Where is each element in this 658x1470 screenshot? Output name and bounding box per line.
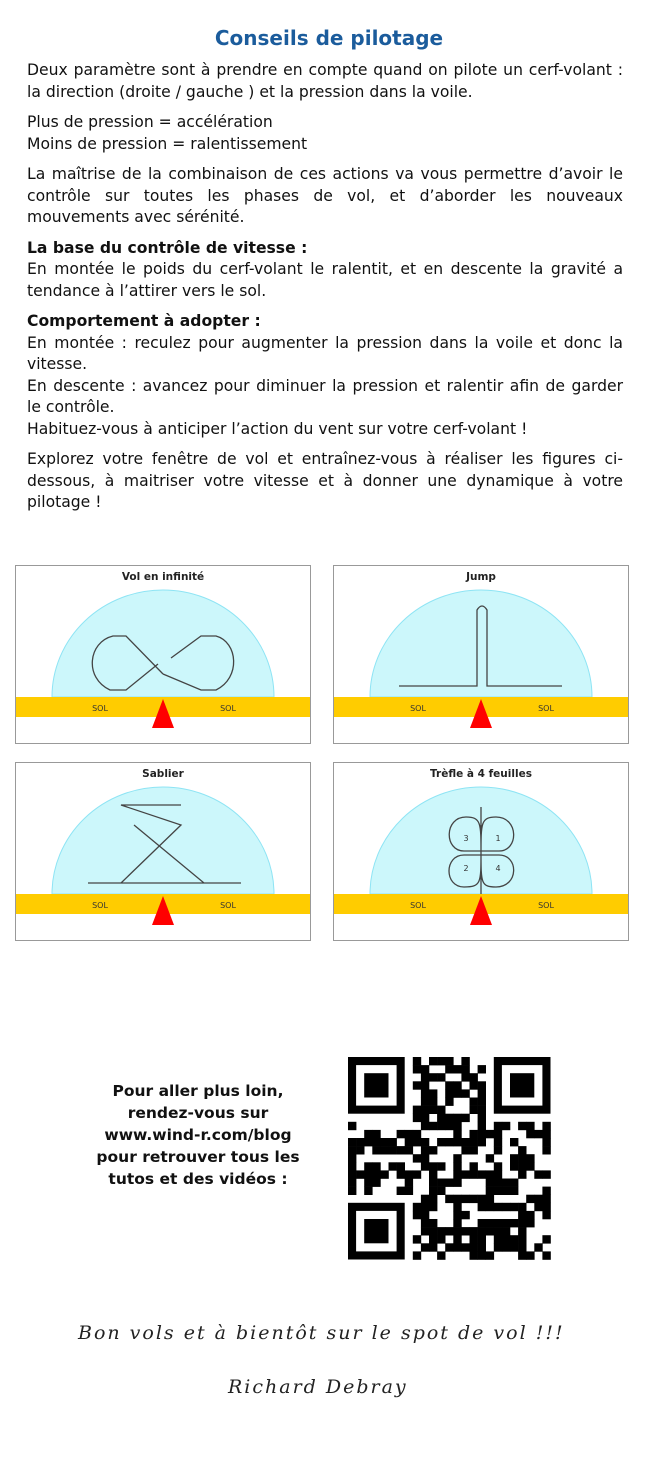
heading: La base du contrôle de vitesse : — [27, 238, 308, 257]
more-line: tutos et des vidéos : — [108, 1170, 288, 1188]
line: Habituez-vous à anticiper l’action du vent sur votre cerf-volant ! — [27, 419, 528, 438]
paragraph — [27, 238, 623, 303]
paragraph — [27, 311, 623, 440]
paragraph — [27, 112, 623, 155]
figure-hourglass — [15, 762, 311, 941]
more-line: rendez-vous sur — [127, 1104, 269, 1122]
line: En montée : reculez pour augmenter la pression dans la voile et donc la vitesse. — [27, 333, 623, 373]
flight-window-dome — [52, 787, 274, 894]
signoff: Bon vols et à bientôt sur le spot de vol !!! — [78, 1322, 565, 1344]
line: Plus de pression = accélération — [27, 113, 273, 131]
paragraph: Deux paramètre sont à prendre en compte quand on pilote un cerf-volant : la direction (droite / gauche ) et la pression dans la voile. — [27, 61, 623, 101]
figure-jump — [333, 565, 629, 744]
page-title: Conseils de pilotage — [214, 26, 444, 50]
heading: Comportement à adopter : — [27, 312, 261, 330]
leaf-number: 4 — [495, 864, 501, 873]
author-signature: Richard Debray — [228, 1376, 408, 1398]
ground-label-left: SOL — [410, 704, 426, 713]
qr-code[interactable] — [348, 1057, 551, 1260]
ground-label-right: SOL — [220, 901, 236, 910]
figure-title: Vol en infinité — [121, 571, 205, 583]
ground-label-left: SOL — [92, 901, 108, 910]
line: Moins de pression = ralentissement — [27, 134, 308, 153]
line: En montée le poids du cerf-volant le ralentit, et en descente la gravité a tendance à l’attirer vers le sol. — [27, 260, 623, 300]
paragraph: La maîtrise de la combinaison de ces actions va vous permettre d’avoir le contrôle sur toutes les phases de vol, et d’aborder les nouveaux mouvements avec sérénité. — [27, 165, 623, 226]
more-info — [88, 1080, 308, 1190]
ground-label-right: SOL — [538, 704, 554, 713]
ground-label-right: SOL — [220, 704, 236, 713]
leaf-number: 3 — [463, 834, 469, 843]
leaf-number: 1 — [495, 834, 501, 843]
figure-clover — [333, 762, 629, 941]
line: En descente : avancez pour diminuer la pression et ralentir afin de garder le contrôle. — [27, 376, 623, 416]
more-line: Pour aller plus loin, — [112, 1082, 284, 1100]
paragraph: Explorez votre fenêtre de vol et entraînez-vous à réaliser les figures ci-dessous, à maitriser votre vitesse et à donner une dynamique à votre pilotage ! — [27, 450, 623, 511]
figure-title: Jump — [466, 571, 496, 583]
figure-title: Sablier — [142, 768, 184, 780]
figure-title: Trèfle à 4 feuilles — [430, 768, 532, 780]
figure-infinity — [15, 565, 311, 744]
flight-window-dome — [52, 590, 274, 697]
ground-label-right: SOL — [538, 901, 554, 910]
body-text — [27, 60, 623, 523]
blog-link[interactable]: www.wind-r.com/blog — [104, 1126, 292, 1144]
more-line: pour retrouver tous les — [96, 1148, 300, 1166]
ground-label-left: SOL — [92, 704, 108, 713]
leaf-number: 2 — [463, 864, 469, 873]
ground-label-left: SOL — [410, 901, 426, 910]
